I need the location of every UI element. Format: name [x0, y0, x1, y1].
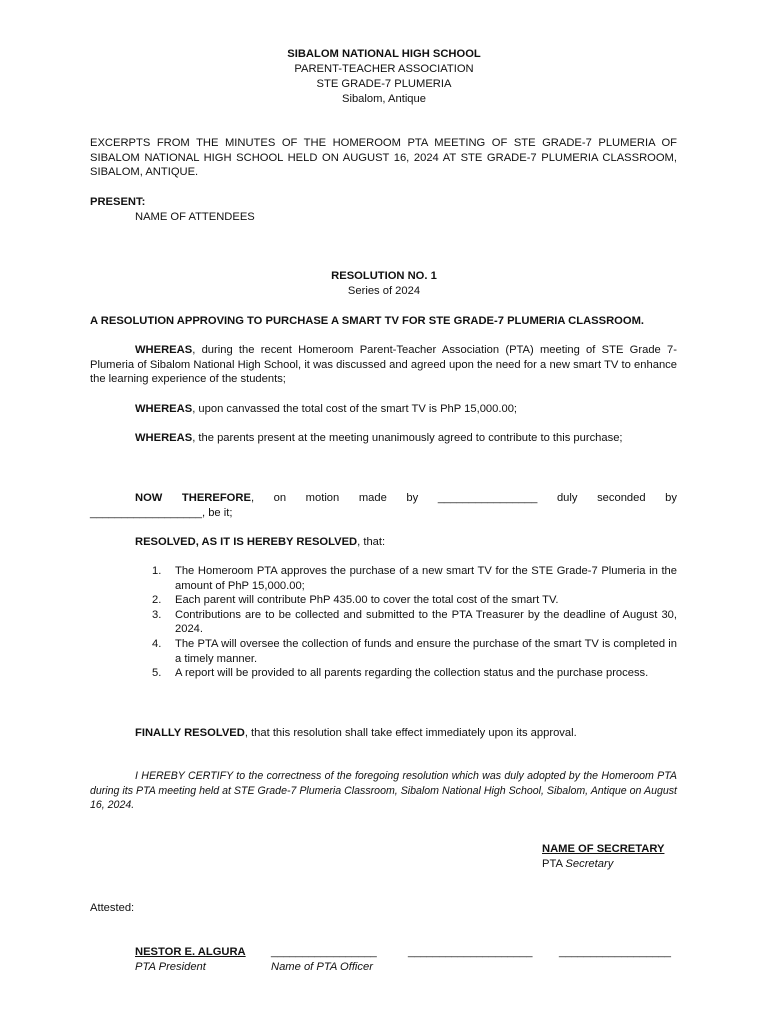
- present-value: NAME OF ATTENDEES: [135, 211, 255, 223]
- finally-lead: FINALLY RESOLVED: [135, 727, 245, 739]
- president-title: PTA President: [135, 961, 206, 973]
- resolved-intro: [135, 535, 385, 550]
- list-item: [136, 593, 677, 608]
- list-item: [136, 564, 677, 593]
- resolved-list: [136, 564, 677, 681]
- excerpt-paragraph: EXCERPTS FROM THE MINUTES OF THE HOMEROOM PTA MEETING OF STE GRADE-7 PLUMERIA OF SIBALOM NATIONAL HIGH SCHOOL HELD ON AUGUST 16, 2024 AT STE GRADE-7 PLUMERIA CLASSROOM, SIBALOM, ANTIQUE.: [90, 137, 677, 179]
- whereas-text: , the parents present at the meeting unanimously agreed to contribute to this purchase;: [192, 432, 623, 444]
- resolution-series: Series of 2024: [347, 285, 421, 297]
- finally-resolved: [135, 726, 577, 741]
- certification-paragraph: I HEREBY CERTIFY to the correctness of the foregoing resolution which was duly adopted by the Homeroom PTA during its PTA meeting held at STE Grade-7 Plumeria Classroom, Sibalom National High School, Sibalom, Antique on August 16, 2024.: [90, 770, 677, 812]
- now-therefore-line-1: [135, 491, 677, 506]
- section-name: STE GRADE-7 PLUMERIA: [316, 78, 452, 90]
- list-number: 2.: [152, 594, 162, 607]
- list-number: 1.: [152, 565, 162, 577]
- attested-label: Attested:: [90, 902, 135, 914]
- resolved-text: , that:: [357, 536, 386, 548]
- list-item: [136, 637, 677, 666]
- whereas-text: , during the recent Homeroom Parent-Teacher Association (PTA) meeting of STE Grade 7-Plumeria of Sibalom National High School, it was discussed and agreed upon the need for a new smart TV to enhance the learning experience of the students;: [90, 344, 677, 386]
- list-number: 4.: [152, 637, 162, 650]
- whereas-lead: WHEREAS: [135, 432, 193, 444]
- finally-text: , that this resolution shall take effect immediately upon its approval.: [244, 727, 577, 739]
- now-therefore-text: , on motion made by ________________ duly seconded by: [250, 492, 677, 504]
- resolution-title: A RESOLUTION APPROVING TO PURCHASE A SMART TV FOR STE GRADE-7 PLUMERIA CLASSROOM.: [90, 315, 645, 327]
- list-text: The Homeroom PTA approves the purchase of a new smart TV for the STE Grade-7 Plumeria in the amount of PhP 15,000.00;: [175, 565, 677, 592]
- secretary-title-plain: PTA: [542, 858, 566, 870]
- president-name: NESTOR E. ALGURA: [135, 946, 246, 958]
- list-text: Contributions are to be collected and submitted to the PTA Treasurer by the deadline of August 30, 2024.: [175, 608, 677, 636]
- resolved-lead: RESOLVED, AS IT IS HEREBY RESOLVED: [135, 536, 358, 548]
- org-name: PARENT-TEACHER ASSOCIATION: [294, 63, 474, 75]
- school-place: Sibalom, Antique: [342, 93, 426, 105]
- list-number: 5.: [152, 667, 162, 680]
- whereas-paragraph-3: [90, 431, 677, 446]
- list-text: Each parent will contribute PhP 435.00 to cover the total cost of the smart TV.: [175, 594, 559, 607]
- whereas-lead: WHEREAS: [135, 344, 193, 356]
- signature-line-2: ____________________: [408, 946, 533, 958]
- list-text: A report will be provided to all parents regarding the collection status and the purchase process.: [175, 667, 649, 680]
- officer-title: Name of PTA Officer: [271, 961, 373, 973]
- whereas-lead: WHEREAS: [135, 403, 193, 415]
- whereas-paragraph-1: [90, 343, 677, 387]
- whereas-text: , upon canvassed the total cost of the smart TV is PhP 15,000.00;: [192, 403, 518, 415]
- whereas-paragraph-2: [90, 402, 677, 417]
- present-label: PRESENT:: [90, 196, 146, 208]
- secretary-name: NAME OF SECRETARY: [542, 843, 665, 855]
- secretary-title: [542, 857, 613, 872]
- list-text: The PTA will oversee the collection of funds and ensure the purchase of the smart TV is completed in a timely manner.: [175, 637, 677, 665]
- secretary-title-italic: Secretary: [565, 858, 614, 870]
- now-therefore-lead: NOW THEREFORE: [135, 492, 251, 504]
- list-number: 3.: [152, 608, 162, 621]
- officer-signature-line: _________________: [271, 946, 377, 958]
- resolution-number: RESOLUTION NO. 1: [331, 270, 437, 282]
- list-item: [136, 666, 677, 681]
- school-name: SIBALOM NATIONAL HIGH SCHOOL: [287, 48, 481, 60]
- list-item: [136, 608, 677, 637]
- now-therefore-line-2: __________________, be it;: [90, 507, 233, 519]
- signature-line-3: __________________: [559, 946, 671, 958]
